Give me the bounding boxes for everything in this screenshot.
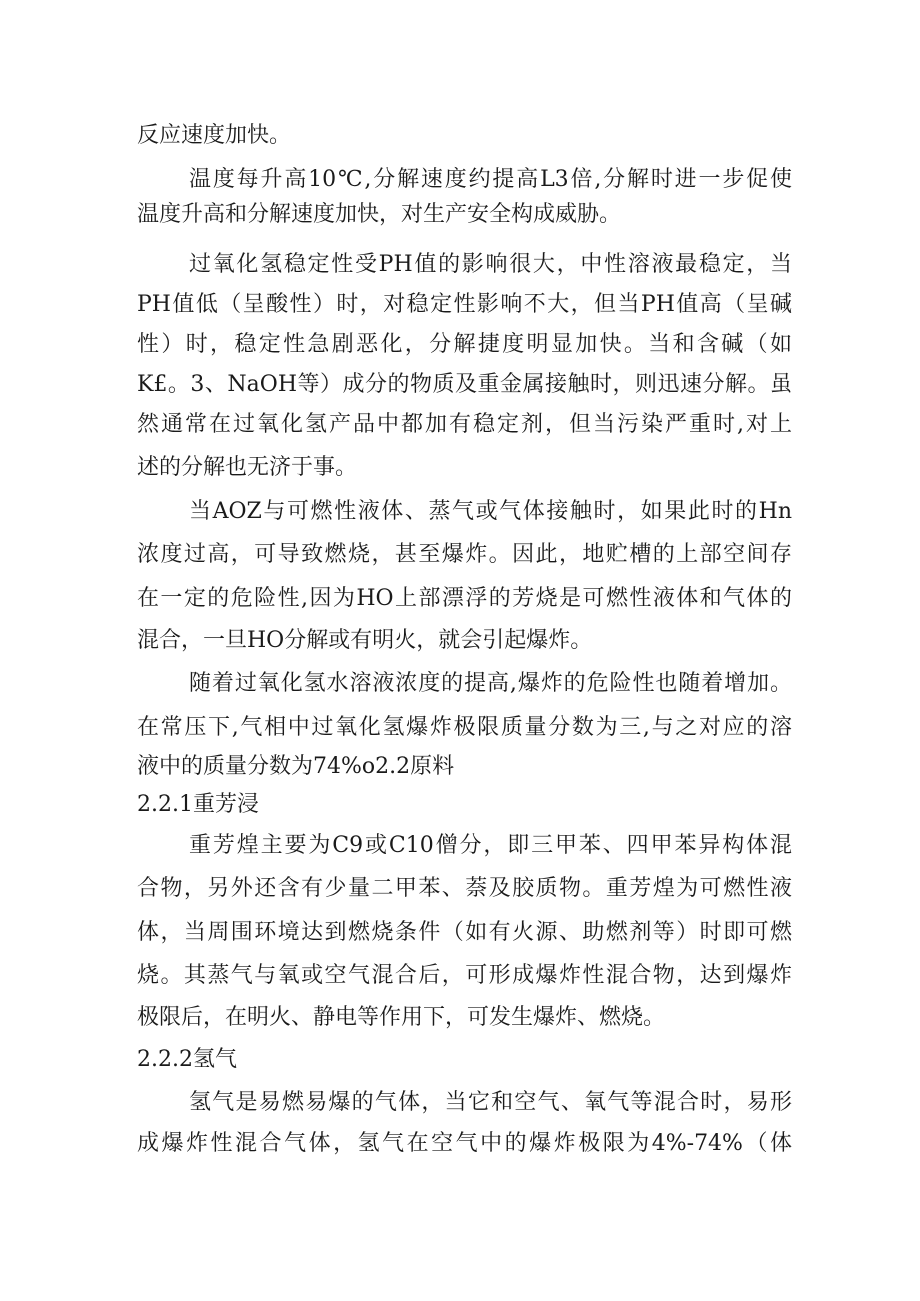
text-line: 在一定的危险性,因为HO上部漂浮的芳烧是可燃性液体和气体的 xyxy=(137,586,792,611)
text-line: 然通常在过氧化氢产品中都加有稳定剂，但当污染严重时,对上 xyxy=(137,412,792,437)
text-line: 重芳煌主要为C9或C10僧分，即三甲苯、四甲苯异构体混 xyxy=(189,833,792,858)
text-line: K£。3、NaOH等）成分的物质及重金属接触时，则迅速分解。虽 xyxy=(137,372,792,397)
text-line: 极限后，在明火、静电等作用下，可发生爆炸、燃烧。 xyxy=(137,1005,666,1030)
text-line: 液中的质量分数为74%o2.2原料 xyxy=(137,754,455,779)
text-line: 温度升高和分解速度加快，对生产安全构成威胁。 xyxy=(137,202,622,227)
text-line: 体，当周围环境达到燃烧条件（如有火源、助燃剂等）时即可燃 xyxy=(137,920,792,945)
text-line: 过氧化氢稳定性受PH值的影响很大，中性溶液最稳定，当 xyxy=(189,252,792,277)
text-line: 烧。其蒸气与氧或空气混合后，可形成爆炸性混合物，达到爆炸 xyxy=(137,963,792,988)
text-line: 温度每升高10℃,分解速度约提高L3倍,分解时进一步促使 xyxy=(189,167,792,192)
text-line: 合物，另外还含有少量二甲苯、萘及胶质物。重芳煌为可燃性液 xyxy=(137,876,792,901)
section-heading: 2.2.1重芳浸 xyxy=(137,792,259,817)
text-line: 当AOZ与可燃性液体、蒸气或气体接触时，如果此时的Hn xyxy=(189,499,792,524)
text-line: 成爆炸性混合气体，氢气在空气中的爆炸极限为4%-74%（体 xyxy=(137,1131,792,1156)
text-line: 氢气是易燃易爆的气体，当它和空气、氧气等混合时，易形 xyxy=(189,1090,792,1115)
text-line: 混合，一旦HO分解或有明火，就会引起爆炸。 xyxy=(137,628,593,653)
text-line: 在常压下,气相中过氧化氢爆炸极限质量分数为三,与之对应的溶 xyxy=(137,715,792,740)
text-line: 述的分解也无济于事。 xyxy=(137,455,358,480)
text-line: 浓度过高，可导致燃烧，甚至爆炸。因此，地贮槽的上部空间存 xyxy=(137,542,792,567)
text-line: 性）时，稳定性急剧恶化，分解捷度明显加快。当和含碱（如 xyxy=(137,332,792,357)
text-line: PH值低（呈酸性）时，对稳定性影响不大，但当PH值高（呈碱 xyxy=(137,292,792,317)
section-heading: 2.2.2氢气 xyxy=(137,1047,237,1072)
text-line: 反应速度加快。 xyxy=(137,123,292,148)
text-line: 随着过氧化氢水溶液浓度的提高,爆炸的危险性也随着增加。 xyxy=(189,671,792,696)
